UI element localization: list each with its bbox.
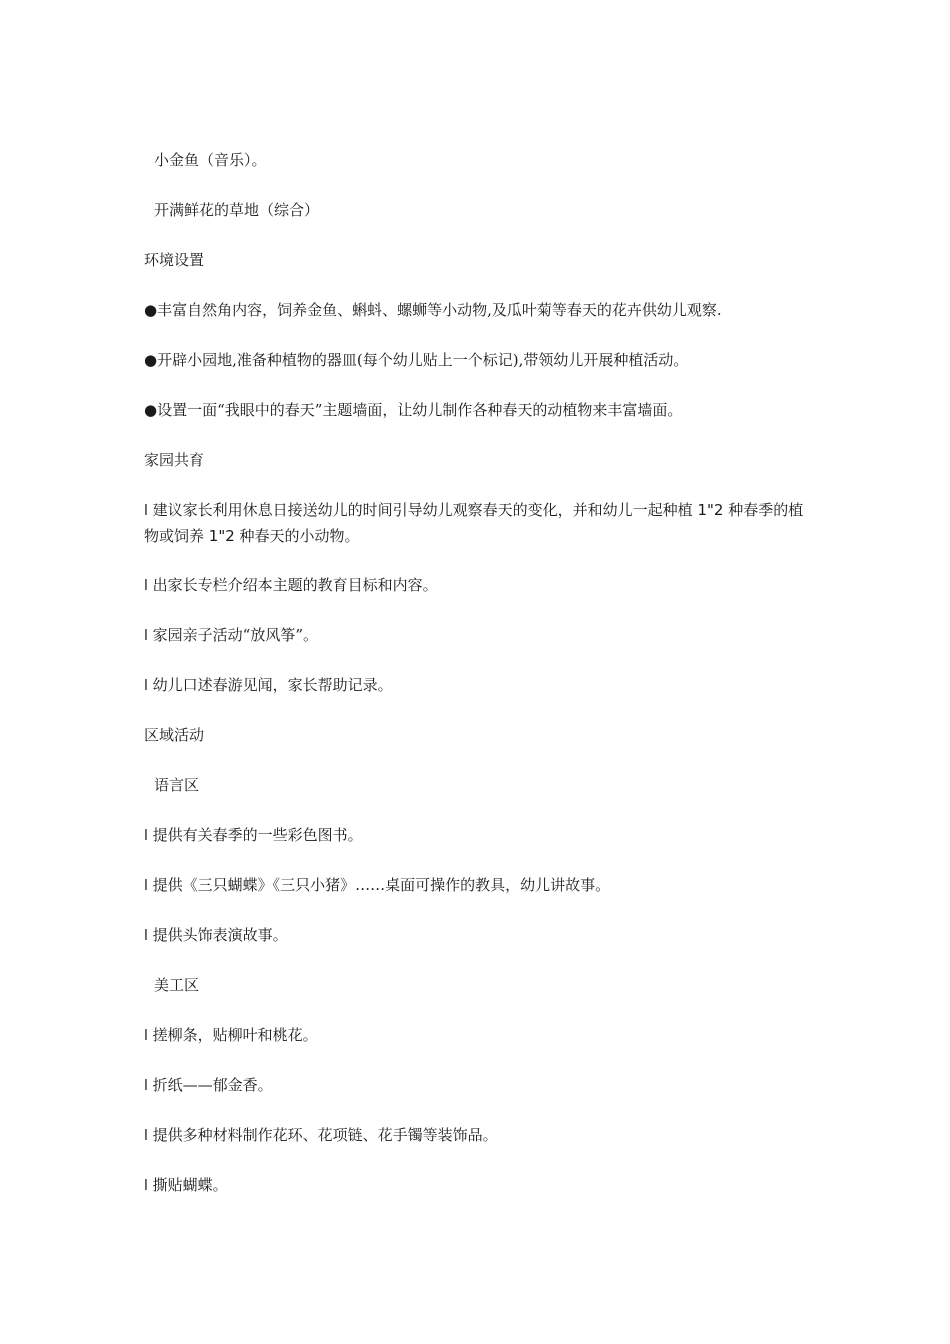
art-item-flower-accessories (144, 1123, 814, 1149)
item-text: 提供多种材料制作花环、花项链、花手镯等装饰品。 (147, 1126, 498, 1144)
art-item-willow (144, 1023, 814, 1049)
activity-goldfish-music: 小金鱼（音乐）。 (154, 151, 267, 169)
environment-item-theme-wall: ●设置一面“我眼中的春天”主题墙面，让幼儿制作各种春天的动植物来丰富墙面。 (144, 401, 683, 419)
bullet-mark: l (144, 1178, 148, 1194)
heading-environment-setup: 环境设置 (144, 251, 205, 269)
activity-flower-meadow: 开满鲜花的草地（综合） (154, 201, 320, 219)
bullet-mark: l (144, 628, 148, 644)
item-text-part: 建议家长利用休息日接送幼儿的时间引导幼儿观察春天的变化，并和幼儿一起种植 (147, 501, 698, 519)
item-number: 1"2 (208, 527, 235, 545)
bullet-mark: l (144, 578, 148, 594)
heading-area-activities: 区域活动 (144, 726, 205, 744)
environment-item-small-garden: ●开辟小园地,准备种植物的器皿(每个幼儿贴上一个标记),带领幼儿开展种植活动。 (144, 351, 689, 369)
home-school-item-spring-outing (144, 673, 814, 699)
bullet-mark: l (144, 678, 148, 694)
subheading-language-area: 语言区 (154, 776, 200, 794)
bullet-mark: l (144, 1028, 148, 1044)
bullet-mark: l (144, 1078, 148, 1094)
item-text: 撕贴蝴蝶。 (147, 1176, 228, 1194)
bullet-mark: l (144, 878, 148, 894)
language-item-headwear (144, 923, 814, 949)
item-text: 出家长专栏介绍本主题的教育目标和内容。 (147, 576, 438, 594)
bullet-mark: l (144, 1128, 148, 1144)
home-school-item-parent-column (144, 573, 814, 599)
item-number: 1"2 (697, 501, 724, 519)
item-text: 提供头饰表演故事。 (147, 926, 288, 944)
heading-home-school: 家园共育 (144, 451, 205, 469)
subheading-art-area: 美工区 (154, 976, 200, 994)
item-text: 幼儿口述春游见闻，家长帮助记录。 (147, 676, 393, 694)
item-text: 折纸——郁金香。 (147, 1076, 273, 1094)
item-text: 家园亲子活动“放风筝”。 (147, 626, 318, 644)
art-item-butterfly-collage (144, 1173, 814, 1199)
language-item-storytelling (144, 873, 814, 899)
home-school-item-observe-spring (144, 498, 814, 549)
art-item-origami-tulip (144, 1073, 814, 1099)
item-text-part: 种春天的小动物。 (234, 527, 360, 545)
item-text: 提供《三只蝴蝶》《三只小猪》……桌面可操作的教具，幼儿讲故事。 (147, 876, 611, 894)
item-text-part: 种春季的植物或饲养 (144, 501, 804, 545)
bullet-mark: l (144, 828, 148, 844)
language-item-picture-books (144, 823, 814, 849)
bullet-mark: l (144, 503, 148, 519)
home-school-item-kite (144, 623, 814, 649)
environment-item-nature-corner: ●丰富自然角内容，饲养金鱼、蝌蚪、螺蛳等小动物,及瓜叶菊等春天的花卉供幼儿观察. (144, 301, 722, 319)
item-text: 搓柳条，贴柳叶和桃花。 (147, 1026, 318, 1044)
bullet-mark: l (144, 928, 148, 944)
item-text: 提供有关春季的一些彩色图书。 (147, 826, 363, 844)
